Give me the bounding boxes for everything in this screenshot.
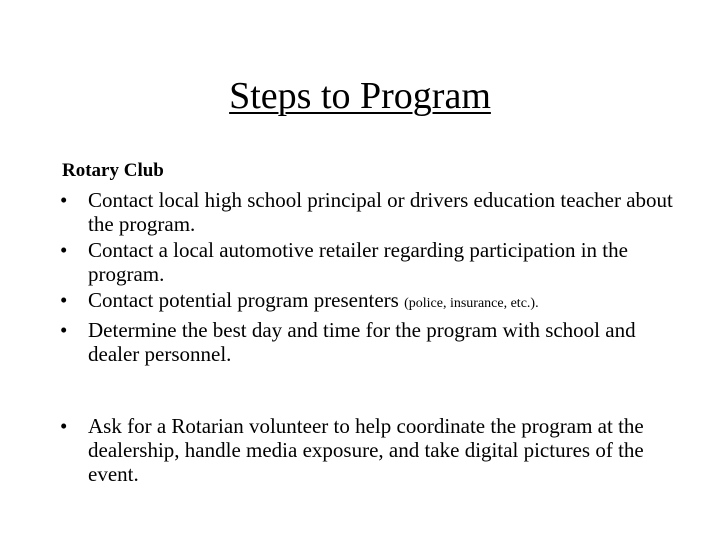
bullet-icon: • <box>60 414 68 438</box>
bullet-icon: • <box>60 288 68 312</box>
bullet-icon: • <box>60 238 68 262</box>
steps-list <box>58 188 678 368</box>
list-item-text: Determine the best day and time for the program with school and dealer personnel. <box>88 318 636 366</box>
subheading: Rotary Club <box>62 160 164 181</box>
bullet-icon: • <box>60 318 68 342</box>
list-item-text: Contact a local automotive retailer regarding participation in the program. <box>88 238 628 286</box>
slide-title-text: Steps to Program <box>229 75 491 117</box>
list-item <box>58 414 678 486</box>
bullet-icon: • <box>60 188 68 212</box>
list-item <box>58 288 678 316</box>
list-item-note: (police, insurance, etc.). <box>404 296 539 311</box>
list-item-text: Contact local high school principal or drivers education teacher about the program. <box>88 188 673 236</box>
list-item-text: Contact potential program presenters <box>88 288 405 312</box>
list-item <box>58 188 678 236</box>
list-item <box>58 318 678 366</box>
list-item <box>58 238 678 286</box>
slide-title <box>0 72 720 120</box>
list-item-text: Ask for a Rotarian volunteer to help coordinate the program at the dealership, handle media exposure, and take digital pictures of the event. <box>88 414 644 486</box>
extra-steps-list <box>58 414 678 488</box>
